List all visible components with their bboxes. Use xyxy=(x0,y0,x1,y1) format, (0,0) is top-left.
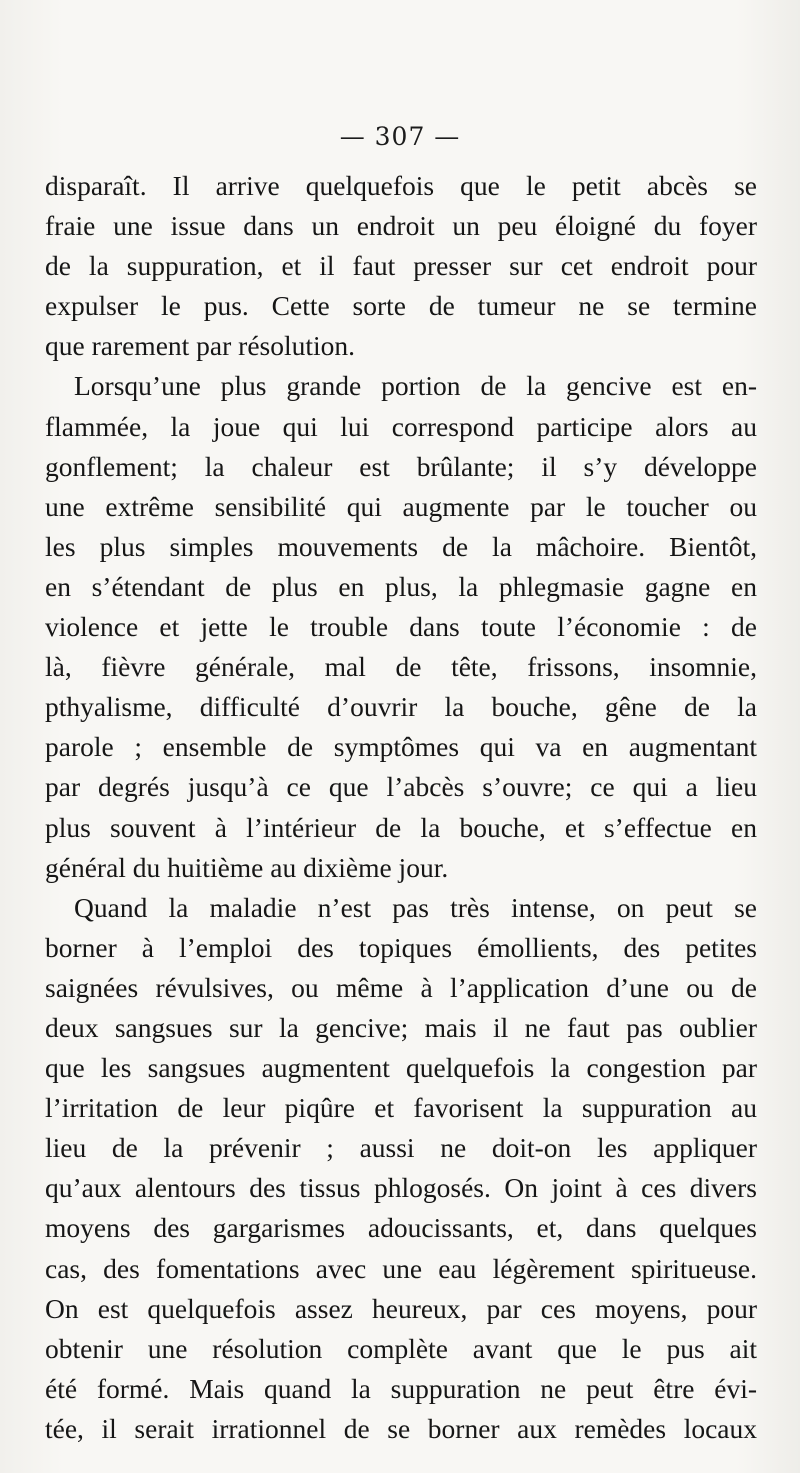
text-line: fraie une issue dans un endroit un peu éloigné du foyer xyxy=(45,210,757,242)
text-line: les plus simples mouvements de la mâchoire. Bientôt, xyxy=(45,530,757,562)
text-line: l’irritation de leur piqûre et favorisent la suppuration au xyxy=(45,1092,757,1124)
text-line: deux sangsues sur la gencive; mais il ne faut pas oublier xyxy=(45,1011,757,1043)
text-line: flammée, la joue qui lui correspond participe alors au xyxy=(45,410,757,442)
text-line: gonflement; la chaleur est brûlante; il s’y développe xyxy=(45,450,757,482)
text-line: obtenir une résolution complète avant que le pus ait xyxy=(45,1332,757,1364)
text-line: été formé. Mais quand la suppuration ne peut être évi- xyxy=(45,1372,757,1404)
text-line: une extrême sensibilité qui augmente par le toucher ou xyxy=(45,490,757,522)
text-line: lieu de la prévenir ; aussi ne doit-on les appliquer xyxy=(45,1132,757,1164)
text-line: pthyalisme, difficulté d’ouvrir la bouche, gêne de la xyxy=(45,691,757,723)
text-line: borner à l’emploi des topiques émollients, des petites xyxy=(45,931,757,963)
text-line: cas, des fomentations avec une eau légèrement spiritueuse. xyxy=(45,1252,757,1284)
text-line: là, fièvre générale, mal de tête, frissons, insomnie, xyxy=(45,651,757,683)
text-line: général du huitième au dixième jour. xyxy=(45,851,449,883)
text-line: parole ; ensemble de symptômes qui va en augmentant xyxy=(45,731,757,763)
text-line: que les sangsues augmentent quelquefois la congestion par xyxy=(45,1052,757,1084)
text-line: saignées révulsives, ou même à l’application d’une ou de xyxy=(45,971,757,1003)
text-line: expulser le pus. Cette sorte de tumeur ne se termine xyxy=(45,290,757,322)
text-line: de la suppuration, et il faut presser sur cet endroit pour xyxy=(45,250,757,282)
text-line: en s’étendant de plus en plus, la phlegmasie gagne en xyxy=(45,570,757,602)
text-line: que rarement par résolution. xyxy=(45,330,356,362)
text-line: par degrés jusqu’à ce que l’abcès s’ouvre; ce qui a lieu xyxy=(45,771,757,803)
text-line: Lorsqu’une plus grande portion de la gencive est en- xyxy=(74,370,757,402)
text-line: qu’aux alentours des tissus phlogosés. On joint à ces divers xyxy=(45,1172,757,1204)
text-line: moyens des gargarismes adoucissants, et, dans quelques xyxy=(45,1212,757,1244)
text-line: On est quelquefois assez heureux, par ces moyens, pour xyxy=(45,1292,757,1324)
text-line: disparaît. Il arrive quelquefois que le petit abcès se xyxy=(45,170,757,201)
text-line: Quand la maladie n’est pas très intense, on peut se xyxy=(74,891,757,923)
text-line: tée, il serait irrationnel de se borner aux remèdes locaux xyxy=(45,1412,757,1444)
body-text xyxy=(45,166,757,1449)
text-line: plus souvent à l’intérieur de la bouche, et s’effectue en xyxy=(45,811,757,843)
page-number: — 307 — xyxy=(339,122,461,151)
text-line: violence et jette le trouble dans toute l’économie : de xyxy=(45,611,757,643)
